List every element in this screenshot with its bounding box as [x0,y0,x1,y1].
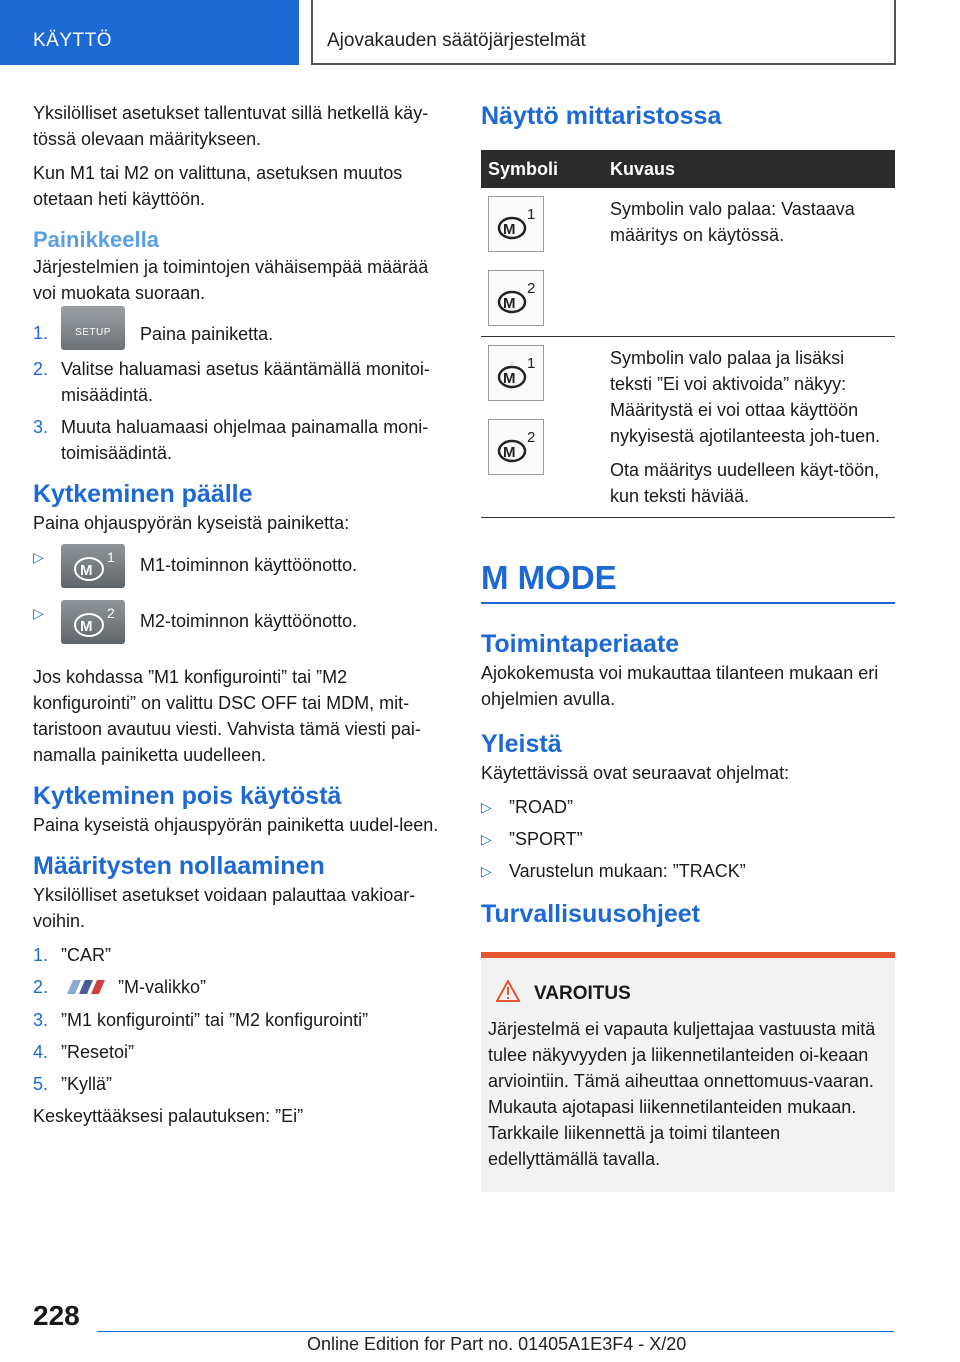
setup-button-icon [61,306,125,350]
intro-paragraph-2: Kun M1 tai M2 on valittuna, asetuksen muutos otetaan heti käyttöön. [33,163,403,209]
left-column [33,100,448,1137]
section-tab [0,0,299,65]
step-number: 5. [33,1074,49,1095]
step-text: ”CAR” [61,945,111,965]
m2-button-icon [61,600,125,644]
table-row [481,337,895,518]
intro-paragraph-1: Yksilölliset asetukset tallentuvat sillä hetkellä käy-tössä olevaan määritykseen. [33,103,429,149]
switch-off-paragraph: Paina kyseistä ohjauspyörän painiketta uudel-leen. [33,815,439,835]
list-item [33,320,448,350]
heading-switch-on: Kytkeminen päälle [33,480,253,508]
svg-text:M: M [503,295,516,312]
m2-text: M2-toiminnon käyttöönotto. [140,610,358,631]
triangle-bullet-icon: ▷ [33,605,44,621]
setup-button-label: SETUP [75,327,111,338]
heading-general: Yleistä [481,730,562,758]
svg-text:M: M [503,370,516,387]
description-text-2: Ota määritys uudelleen käyt-töön, kun teksti häviää. [610,460,880,506]
step-number: 1. [33,323,49,343]
program-list [481,794,895,884]
step-number: 2. [33,359,49,379]
program-text: ”SPORT” [509,829,583,849]
switch-on-list [33,544,448,654]
section-title: KÄYTTÖ [33,30,113,51]
description-text-1: Symbolin valo palaa ja lisäksi teksti ”Ei voi aktivoida” näkyy: Määritystä ei voi ottaa käyttöön nykyisestä ajotilanteesta joh-tuen. [610,348,881,446]
list-item [481,794,895,820]
symbol-cell [481,337,603,518]
step-text: ”Kyllä” [61,1074,113,1095]
reset-cancel: Keskeyttääksesi palautuksen: ”Ei” [33,1106,304,1127]
step-text: Paina painiketta. [140,323,274,344]
m1-symbol-icon [488,196,544,252]
list-item [33,1071,448,1097]
step-number: 2. [33,977,49,997]
heading-buttons: Painikkeella [33,227,159,252]
svg-text:M: M [80,618,93,635]
m1-text: M1-toiminnon käyttöönotto. [140,554,358,575]
warning-title-row [488,980,885,1008]
m-logo-icon [61,975,105,1001]
symbol-table [481,150,895,518]
svg-text:M: M [503,221,516,238]
footer-edition: Online Edition for Part no. 01405A1E3F4 - X/20 [307,1334,687,1354]
buttons-paragraph: Järjestelmien ja toimintojen vähäisempää määrää voi muokata suoraan. [33,257,429,303]
heading-display: Näyttö mittaristossa [481,102,722,130]
m2-symbol-icon [488,419,544,475]
list-item [33,544,448,594]
switch-on-note: Jos kohdassa ”M1 konfigurointi” tai ”M2 konfigurointi” on valittu DSC OFF tai MDM, mit-taristoon avautuu viesti. Vahvista tämä viesti pai-namalla painiketta uudelleen. [33,667,421,765]
step-text: ”M1 konfigurointi” tai ”M2 konfigurointi” [61,1010,369,1031]
svg-text:1: 1 [107,549,115,565]
symbol-cell [481,188,603,337]
list-item [33,600,448,654]
m1-button-icon [61,544,125,588]
description-cell [603,337,895,518]
description-cell: Symbolin valo palaa: Vastaava määritys on käytössä. [603,188,895,337]
step-number: 4. [33,1042,49,1063]
reset-paragraph: Yksilölliset asetukset voidaan palauttaa vakioar-voihin. [33,885,416,931]
principle-paragraph: Ajokokemusta voi mukauttaa tilanteen mukaan eri ohjelmien avulla. [481,663,879,709]
svg-text:M: M [503,444,516,461]
step-text: ”Resetoi” [61,1042,135,1063]
table-row [481,188,895,337]
heading-m-mode: M MODE [481,558,895,604]
col-header-symbol: Symboli [481,150,603,188]
chapter-title: Ajovakauden säätöjärjestelmät [327,30,586,51]
m2-symbol-icon [488,270,544,326]
step-text: Valitse haluamasi asetus kääntämällä monitoi-misäädintä. [61,359,430,405]
switch-on-paragraph: Paina ohjauspyörän kyseistä painiketta: [33,513,350,533]
list-item [33,974,448,1001]
general-paragraph: Käytettävissä ovat seuraavat ohjelmat: [481,763,790,783]
svg-text:M: M [80,562,93,579]
table-header [481,150,895,188]
step-text: ”M-valikko” [118,977,207,997]
list-item [481,826,895,852]
list-item [33,1007,448,1033]
chapter-tab [311,0,896,65]
right-column [481,100,895,1192]
svg-text:2: 2 [107,605,115,621]
reset-steps [33,942,448,1097]
setup-steps [33,320,448,466]
list-item [33,414,448,466]
svg-text:2: 2 [527,429,536,446]
triangle-bullet-icon: ▷ [33,549,44,565]
list-item [33,1039,448,1065]
step-text: Muuta haluamaasi ohjelmaa painamalla moni-toimisäädintä. [61,417,429,463]
triangle-bullet-icon: ▷ [481,831,492,847]
col-header-description: Kuvaus [603,150,895,188]
svg-text:1: 1 [527,206,536,223]
list-item [33,942,448,968]
warning-title: VAROITUS [534,983,631,1004]
page-number: 228 [33,1300,80,1331]
m1-symbol-icon [488,345,544,401]
heading-principle: Toimintaperiaate [481,630,680,658]
list-item [33,356,448,408]
footer-divider [97,1331,894,1332]
warning-box [481,952,895,1192]
warning-text: Järjestelmä ei vapauta kuljettajaa vastuusta mitä tulee näkyvyyden ja liikennetilanteiden oi-keaan arviointiin. Tämä aiheuttaa onnettomuus-vaaran. Mukauta ajotapasi liikennetilanteiden mukaan. Tarkkaile liikennettä ja toimi tilanteen edellyttämällä tavalla. [488,1019,876,1169]
svg-text:1: 1 [527,355,536,372]
heading-reset: Määritysten nollaaminen [33,852,325,880]
heading-switch-off: Kytkeminen pois käytöstä [33,782,342,810]
triangle-bullet-icon: ▷ [481,799,492,815]
program-text: ”ROAD” [509,797,573,817]
heading-safety: Turvallisuusohjeet [481,900,701,928]
svg-text:2: 2 [527,280,536,297]
list-item [481,858,895,884]
step-number: 3. [33,417,49,437]
step-number: 1. [33,945,49,965]
triangle-bullet-icon: ▷ [481,863,492,879]
program-text: Varustelun mukaan: ”TRACK” [509,861,746,881]
step-number: 3. [33,1010,49,1031]
warning-triangle-icon [496,980,520,1008]
